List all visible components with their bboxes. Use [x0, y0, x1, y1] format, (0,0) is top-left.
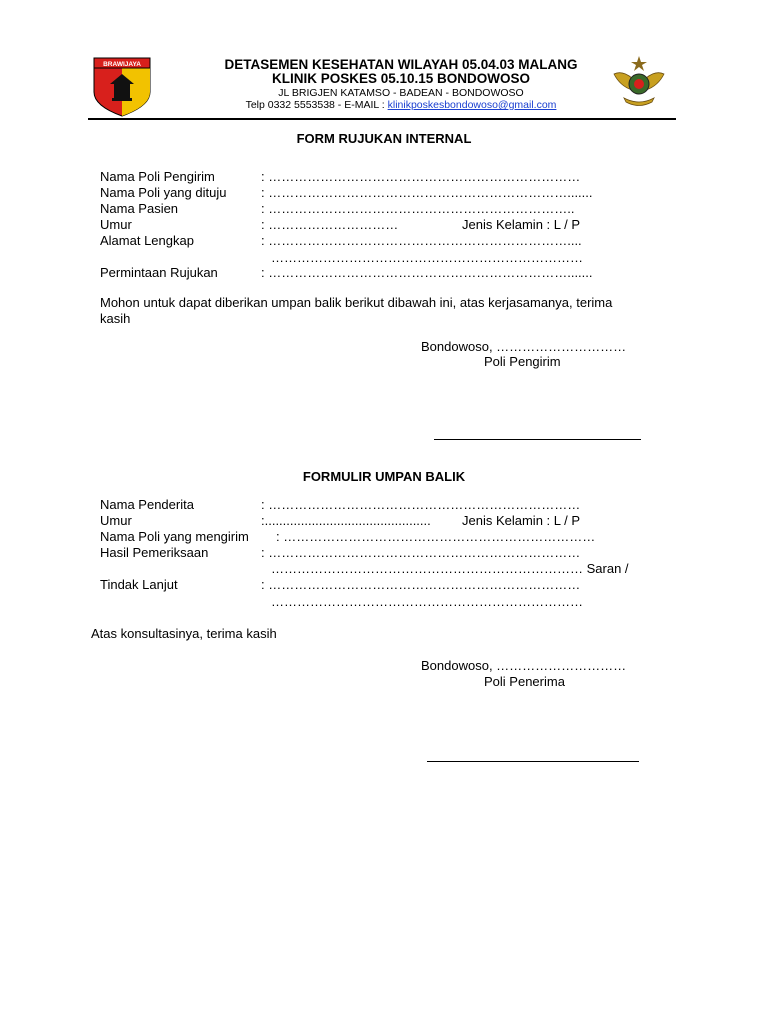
- thanks-text: Atas konsultasinya, terima kasih: [91, 626, 277, 641]
- field-label: Nama Poli yang dituju: [100, 185, 227, 200]
- email-link[interactable]: klinikposkesbondowoso@gmail.com: [387, 99, 557, 111]
- field-value[interactable]: : …………………………………………………………….......: [261, 265, 593, 280]
- field-label: Nama Poli yang mengirim: [100, 529, 249, 544]
- field-label: Alamat Lengkap: [100, 233, 194, 248]
- signer-label: Poli Pengirim: [484, 354, 561, 369]
- field-label: Umur: [100, 513, 132, 528]
- badge-text: BRAWIJAYA: [103, 61, 141, 68]
- field-label: Nama Pasien: [100, 201, 179, 216]
- form1-title: FORM RUJUKAN INTERNAL: [296, 131, 472, 146]
- field-value[interactable]: : …………………………………………………………….......: [261, 185, 593, 200]
- place-date[interactable]: Bondowoso, …………………………: [421, 339, 627, 354]
- field-value[interactable]: : …………………………: [261, 217, 399, 232]
- field-value[interactable]: : ………………………………………………………………: [261, 545, 581, 560]
- signer-label: Poli Penerima: [484, 674, 565, 689]
- letterhead-address: JL BRIGJEN KATAMSO - BADEAN - BONDOWOSO: [278, 87, 524, 99]
- emblem-logo: [608, 54, 670, 110]
- field-value-continued[interactable]: ……………………………………………………………… Saran /: [271, 561, 629, 576]
- field-value-continued[interactable]: ………………………………………………………………: [271, 250, 583, 265]
- gender-field[interactable]: Jenis Kelamin : L / P: [462, 217, 581, 232]
- place-date[interactable]: Bondowoso, …………………………: [421, 658, 627, 673]
- field-value-continued[interactable]: ………………………………………………………………: [271, 594, 583, 609]
- field-label: Nama Poli Pengirim: [100, 169, 215, 184]
- field-label: Nama Penderita: [100, 497, 194, 512]
- field-value[interactable]: : ………………………………………………………………: [261, 169, 581, 184]
- field-value[interactable]: : ………………………………………………………………: [261, 577, 581, 592]
- brawijaya-shield-logo: [90, 54, 154, 118]
- request-text: kasih: [100, 311, 131, 326]
- letterhead-contact: [180, 99, 622, 111]
- field-value[interactable]: : ……………………………………………………………..: [261, 201, 575, 216]
- field-label: Hasil Pemeriksaan: [100, 545, 209, 560]
- signature-line[interactable]: [427, 761, 639, 762]
- letterhead-line2: KLINIK POSKES 05.10.15 BONDOWOSO: [271, 71, 531, 86]
- field-value[interactable]: :..............................................: [261, 513, 431, 528]
- field-value[interactable]: : ………………………………………………………………: [261, 497, 581, 512]
- request-text: Mohon untuk dapat diberikan umpan balik berikut dibawah ini, atas kerjasamanya, terima: [100, 295, 613, 310]
- signature-line[interactable]: [434, 439, 641, 440]
- contact-text: Telp 0332 5553538 - E-MAIL :: [245, 99, 388, 111]
- letterhead-line1: DETASEMEN KESEHATAN WILAYAH 05.04.03 MALANG: [224, 57, 578, 72]
- field-label: Tindak Lanjut: [100, 577, 178, 592]
- field-value[interactable]: : ………………………………………………………………: [276, 529, 596, 544]
- gender-field[interactable]: Jenis Kelamin : L / P: [462, 513, 581, 528]
- form2-title: FORMULIR UMPAN BALIK: [302, 469, 466, 484]
- field-label: Umur: [100, 217, 132, 232]
- field-value[interactable]: : ……………………………………………………………....: [261, 233, 582, 248]
- field-label: Permintaan Rujukan: [100, 265, 218, 280]
